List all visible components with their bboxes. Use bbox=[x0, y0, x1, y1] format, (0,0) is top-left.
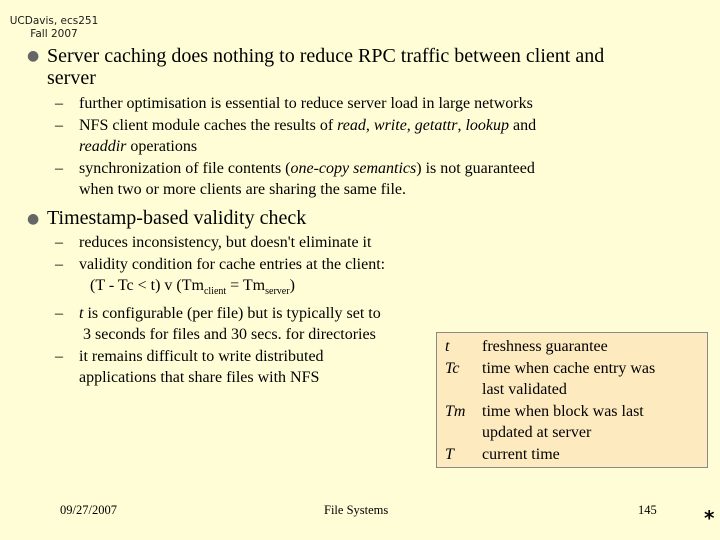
page-number: 145 bbox=[638, 503, 657, 517]
glossary-entry: T current time bbox=[445, 444, 700, 466]
sub-item: – synchronization of file contents (one-copy semantics) is not guaranteed bbox=[55, 159, 535, 177]
validity-formula: (T - Tc < t) v $(Tm_{client} = Tm_{server})$ bbox=[90, 277, 295, 298]
sub-item: – NFS client module caches the results of read, write, getattr, lookup and bbox=[55, 116, 537, 134]
footer-title: File Systems bbox=[324, 503, 389, 517]
sub-item: – validity condition for cache entries at the client: bbox=[55, 255, 386, 273]
sub-item: – reduces inconsistency, but doesn't eliminate it bbox=[55, 234, 372, 251]
glossary-term: T bbox=[445, 445, 454, 463]
course-term: Fall 2007 bbox=[30, 28, 78, 40]
sub-list-2 bbox=[55, 232, 445, 389]
sub-item-cont: when two or more clients are sharing the same file. bbox=[79, 181, 406, 198]
glossary-entry: Tm time when block was last updated at server bbox=[445, 401, 700, 444]
sub-item-cont: 3 seconds for files and 30 secs. for directories bbox=[83, 326, 376, 344]
glossary-list bbox=[445, 336, 700, 465]
course-header bbox=[4, 15, 104, 41]
bullet-1 bbox=[47, 45, 604, 89]
glossary-entry: t freshness guarantee bbox=[445, 336, 700, 358]
bullet-2: Timestamp-based validity check bbox=[47, 207, 307, 229]
glossary-entry: Tc time when cache entry was last validated bbox=[445, 358, 700, 401]
sub-item-cont: applications that share files with NFS bbox=[79, 369, 320, 387]
bullet-dot: ● bbox=[27, 211, 40, 227]
sub-item: – t is configurable (per file) but is typically set to bbox=[55, 304, 381, 322]
glossary-term: t bbox=[445, 338, 450, 355]
course-name: UCDavis, ecs251 bbox=[9, 15, 99, 27]
bullet-dot: ● bbox=[27, 48, 40, 64]
sub-item-cont: readdir operations bbox=[79, 138, 198, 155]
bullet-1-line2: server bbox=[47, 67, 96, 89]
glossary-term: Tc bbox=[445, 359, 460, 377]
slide-mark: * bbox=[704, 506, 715, 530]
footer-date: 09/27/2007 bbox=[60, 503, 117, 517]
sub-list-1 bbox=[55, 93, 695, 201]
sub-item: – further optimisation is essential to reduce server load in large networks bbox=[55, 95, 533, 112]
bullet-1-line1: Server caching does nothing to reduce RPC traffic between client and bbox=[47, 45, 605, 67]
glossary-term: Tm bbox=[445, 402, 466, 420]
glossary-box bbox=[436, 332, 708, 468]
sub-item: – it remains difficult to write distributed bbox=[55, 347, 324, 365]
